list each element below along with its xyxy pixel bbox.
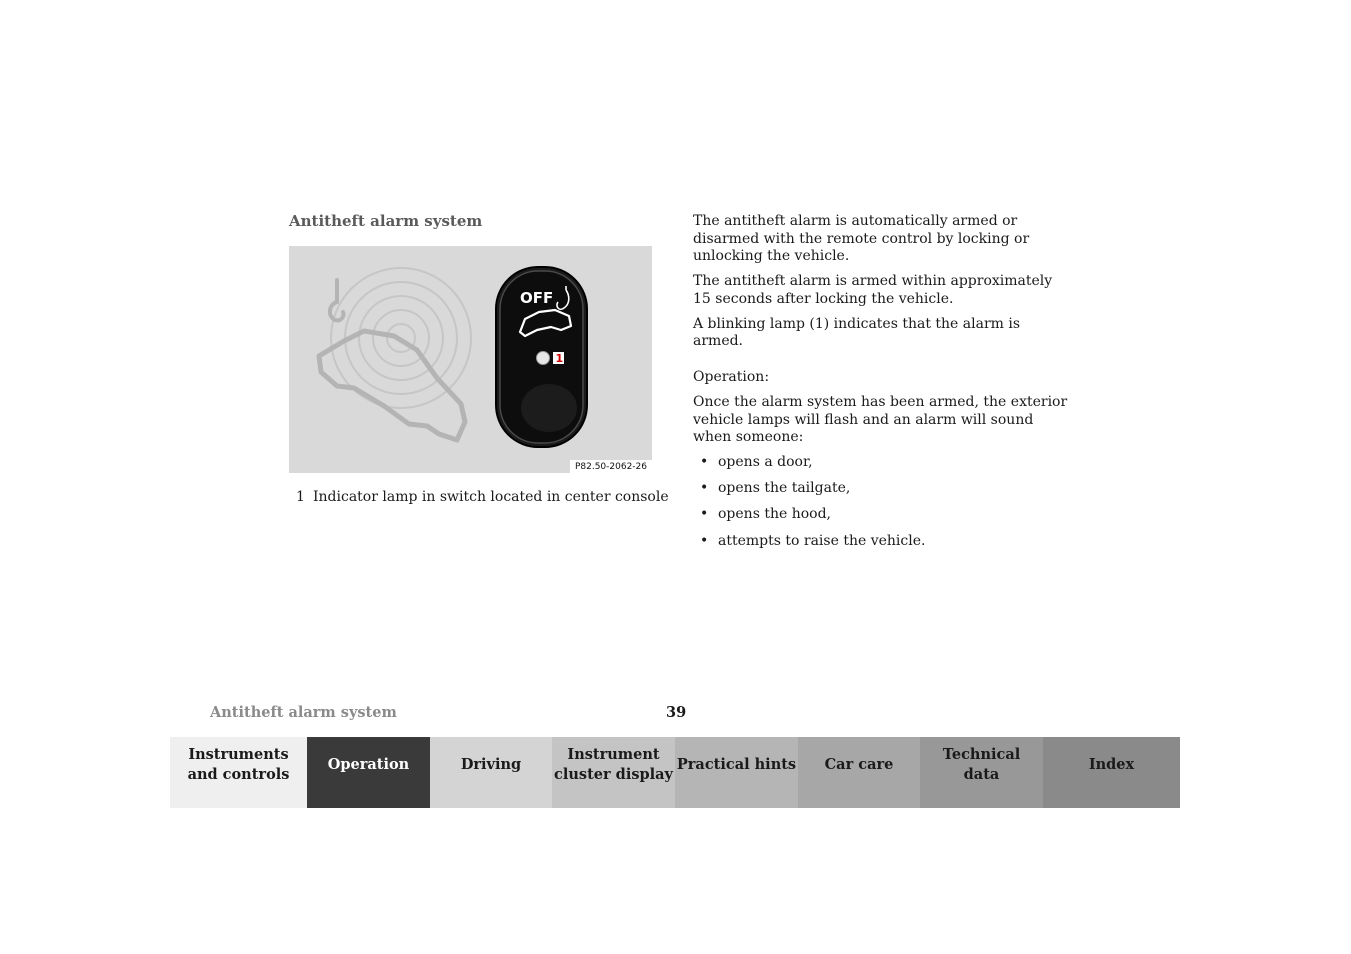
lamp-number-label: 1 — [555, 352, 564, 365]
trigger-list — [693, 454, 1073, 550]
figure-caption — [296, 489, 669, 505]
tab-technical-data[interactable]: Technical data — [920, 737, 1043, 808]
caption-text: Indicator lamp in switch located in center console — [313, 489, 669, 505]
paragraph-arming: The antitheft alarm is automatically armed or disarmed with the remote control by locking or unlocking the vehicle. — [693, 213, 1030, 265]
tab-operation[interactable]: Operation — [307, 737, 430, 808]
operation-heading: Operation: — [693, 368, 770, 385]
list-item: • opens the hood, — [700, 506, 831, 523]
tab-practical-hints[interactable]: Practical hints — [675, 737, 798, 808]
list-item: • opens the tailgate, — [700, 480, 851, 497]
illustration-graphic — [289, 246, 652, 473]
caption-number: 1 — [296, 489, 305, 505]
section-title: Antitheft alarm system — [289, 212, 483, 230]
list-item: • opens a door, — [700, 454, 813, 471]
switch-off-label: OFF — [520, 289, 554, 307]
tab-instruments-and-controls[interactable]: Instruments and controls — [170, 737, 307, 808]
tab-driving[interactable]: Driving — [430, 737, 552, 808]
body-text — [693, 213, 1073, 559]
list-item: • attempts to raise the vehicle. — [700, 532, 926, 549]
alarm-switch-illustration — [289, 246, 652, 473]
footer-section-title: Antitheft alarm system — [210, 704, 397, 721]
tab-instrument-cluster-display[interactable]: Instrument cluster display — [552, 737, 675, 808]
paragraph-arming-delay: The antitheft alarm is armed within approximately 15 seconds after locking the vehicle. — [693, 273, 1053, 307]
page-number: 39 — [666, 704, 687, 721]
tilted-car-graphic — [319, 331, 465, 440]
paragraph-alarm-triggers: Once the alarm system has been armed, the exterior vehicle lamps will flash and an alarm will sound when someone: — [693, 393, 1068, 446]
paragraph-blinking-lamp: A blinking lamp (1) indicates that the alarm is armed. — [693, 315, 1021, 350]
chapter-tab-bar — [170, 737, 1180, 808]
tab-index[interactable]: Index — [1043, 737, 1180, 808]
tab-car-care[interactable]: Car care — [798, 737, 920, 808]
figure-code: P82.50-2062-26 — [570, 460, 652, 473]
